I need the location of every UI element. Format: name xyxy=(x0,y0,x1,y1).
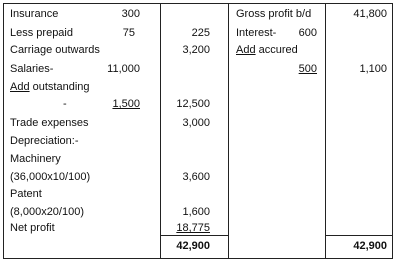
patent-calc: (8,000x20/100) xyxy=(10,206,84,218)
patent-label: Patent xyxy=(10,188,42,200)
add-accured-label xyxy=(236,44,298,57)
less-prepaid-label: Less prepaid xyxy=(10,27,73,39)
add-outstanding-label xyxy=(10,81,90,94)
interest-label: Interest- xyxy=(236,27,277,39)
accured-amount: 500 xyxy=(298,63,317,75)
insurance-amount: 300 xyxy=(121,8,140,20)
machinery-amount: 3,600 xyxy=(182,171,210,183)
debit-total: 42,900 xyxy=(176,240,210,252)
outstanding-amount: 1,500 xyxy=(112,98,140,110)
carriage-outwards-amount: 3,200 xyxy=(182,44,210,56)
insurance-label: Insurance xyxy=(10,8,59,20)
frame-top xyxy=(3,3,393,4)
salaries-label: Salaries- xyxy=(10,63,54,75)
interest-amount: 600 xyxy=(298,27,317,39)
net-profit-amount: 18,775 xyxy=(176,222,210,234)
machinery-label: Machinery xyxy=(10,153,61,165)
credit-total-rule xyxy=(326,235,392,236)
divider-debit-amount xyxy=(160,3,161,259)
frame-right xyxy=(392,3,393,259)
trade-expenses-label: Trade expenses xyxy=(10,117,89,129)
divider-center xyxy=(228,3,229,259)
credit-total: 42,900 xyxy=(353,240,387,252)
frame-bottom xyxy=(3,258,393,259)
add-word: Add xyxy=(10,81,30,93)
salaries-amount: 11,000 xyxy=(107,63,140,75)
insurance-net-amount: 225 xyxy=(191,27,210,39)
divider-credit-amount xyxy=(325,3,326,259)
outstanding-dash: - xyxy=(63,98,67,110)
accured-word: accured xyxy=(255,44,298,56)
gross-profit-label: Gross profit b/d xyxy=(236,8,312,20)
less-prepaid-amount: 75 xyxy=(122,27,135,39)
trade-expenses-amount: 3,000 xyxy=(182,117,210,129)
machinery-calc: (36,000x10/100) xyxy=(10,171,91,183)
patent-amount: 1,600 xyxy=(182,206,210,218)
debit-total-rule xyxy=(161,235,228,236)
salaries-net-amount: 12,500 xyxy=(176,98,210,110)
depreciation-label: Depreciation:- xyxy=(10,135,79,147)
interest-net-amount: 1,100 xyxy=(359,63,387,75)
frame-left xyxy=(3,3,4,259)
carriage-outwards-label: Carriage outwards xyxy=(10,44,100,56)
gross-profit-amount: 41,800 xyxy=(353,8,387,20)
net-profit-label: Net profit xyxy=(10,222,55,234)
outstanding-word: outstanding xyxy=(29,81,90,93)
credit-add-word: Add xyxy=(236,44,256,56)
